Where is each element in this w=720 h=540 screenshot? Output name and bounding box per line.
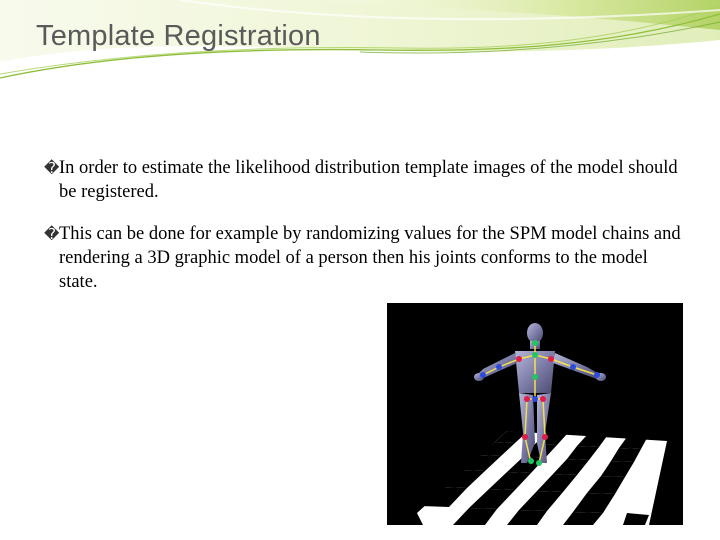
bullet-text: This can be done for example by randomizing values for the SPM model chains and rendering a 3D graphic model of a person then his joints conforms to the model state. <box>59 224 681 292</box>
bullet-marker: � <box>44 159 60 177</box>
bullet-list <box>44 156 684 312</box>
bullet-marker: � <box>44 225 60 243</box>
bullet-item <box>44 222 684 294</box>
human-model-render <box>387 303 683 525</box>
figure-3d-human-model <box>387 303 683 525</box>
slide-title: Template Registration <box>36 20 321 52</box>
bullet-item <box>44 156 684 204</box>
bullet-text: In order to estimate the likelihood distribution template images of the model should be registered. <box>59 158 678 202</box>
